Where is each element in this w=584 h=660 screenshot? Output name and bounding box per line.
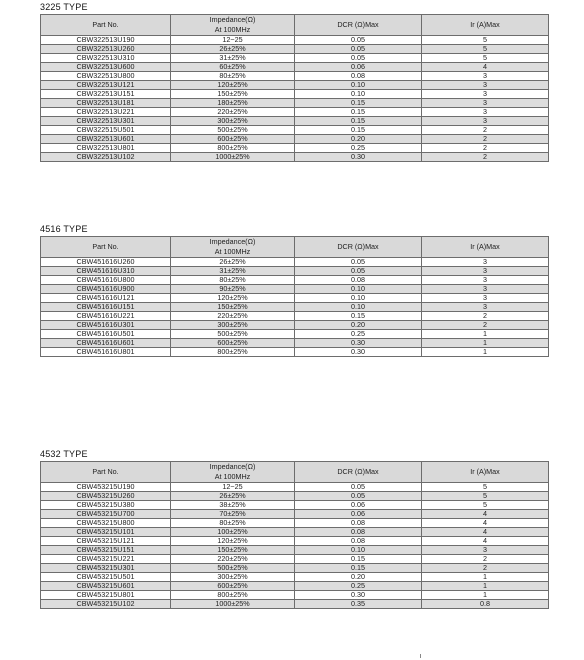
cell-dcr: 0.35 [295, 600, 422, 609]
col-header-part-no: Part No. [41, 462, 171, 483]
cell-dcr: 0.30 [295, 153, 422, 162]
cell-impedance: 100±25% [171, 528, 295, 537]
cell-dcr: 0.06 [295, 510, 422, 519]
cell-ir: 1 [422, 582, 549, 591]
cell-dcr: 0.20 [295, 135, 422, 144]
cell-part-no: CBW451616U601 [41, 339, 171, 348]
table-row [41, 144, 549, 153]
cell-dcr: 0.15 [295, 555, 422, 564]
cell-impedance: 38±25% [171, 501, 295, 510]
cell-impedance: 120±25% [171, 81, 295, 90]
col-header-part-no: Part No. [41, 237, 171, 258]
cell-ir: 2 [422, 555, 549, 564]
cell-part-no: CBW451616U260 [41, 258, 171, 267]
cell-part-no: CBW451616U221 [41, 312, 171, 321]
cell-part-no: CBW451616U301 [41, 321, 171, 330]
section-title: 4532 TYPE [40, 449, 88, 459]
cell-ir: 4 [422, 63, 549, 72]
impedance-header-line1: Impedance(Ω) [209, 15, 256, 24]
cell-dcr: 0.10 [295, 81, 422, 90]
cell-part-no: CBW453215U380 [41, 501, 171, 510]
cell-dcr: 0.08 [295, 276, 422, 285]
cell-impedance: 220±25% [171, 312, 295, 321]
spec-table [40, 236, 549, 357]
cell-impedance: 150±25% [171, 303, 295, 312]
impedance-header-line2: At 100MHz [214, 472, 251, 481]
cell-part-no: CBW322513U151 [41, 90, 171, 99]
cell-impedance: 800±25% [171, 348, 295, 357]
cell-impedance: 300±25% [171, 117, 295, 126]
table-row [41, 276, 549, 285]
cell-impedance: 180±25% [171, 99, 295, 108]
cell-impedance: 12~25 [171, 36, 295, 45]
cell-ir: 3 [422, 258, 549, 267]
spec-table [40, 14, 549, 162]
cell-dcr: 0.08 [295, 528, 422, 537]
cell-ir: 0.8 [422, 600, 549, 609]
cell-part-no: CBW453215U800 [41, 519, 171, 528]
cell-impedance: 26±25% [171, 492, 295, 501]
cell-part-no: CBW322513U301 [41, 117, 171, 126]
cell-impedance: 70±25% [171, 510, 295, 519]
cell-part-no: CBW322513U310 [41, 54, 171, 63]
cell-dcr: 0.08 [295, 72, 422, 81]
cell-dcr: 0.15 [295, 126, 422, 135]
cell-impedance: 26±25% [171, 45, 295, 54]
cell-part-no: CBW453215U121 [41, 537, 171, 546]
cell-part-no: CBW322513U102 [41, 153, 171, 162]
cell-ir: 2 [422, 153, 549, 162]
cell-impedance: 220±25% [171, 555, 295, 564]
cell-ir: 3 [422, 546, 549, 555]
table-row [41, 45, 549, 54]
table-row [41, 312, 549, 321]
table-row [41, 153, 549, 162]
cell-part-no: CBW453215U601 [41, 582, 171, 591]
table-row [41, 117, 549, 126]
cell-impedance: 31±25% [171, 267, 295, 276]
table-row [41, 510, 549, 519]
cell-impedance: 600±25% [171, 339, 295, 348]
cell-ir: 3 [422, 267, 549, 276]
cell-dcr: 0.06 [295, 501, 422, 510]
table-row [41, 267, 549, 276]
col-header-ir: Ir (A)Max [422, 15, 549, 36]
cell-ir: 3 [422, 294, 549, 303]
cell-impedance: 1000±25% [171, 600, 295, 609]
cell-ir: 2 [422, 312, 549, 321]
cell-dcr: 0.30 [295, 339, 422, 348]
cell-ir: 2 [422, 321, 549, 330]
cell-dcr: 0.05 [295, 45, 422, 54]
cell-dcr: 0.08 [295, 537, 422, 546]
cell-part-no: CBW453215U700 [41, 510, 171, 519]
cell-dcr: 0.30 [295, 591, 422, 600]
cell-dcr: 0.15 [295, 108, 422, 117]
scan-mark [420, 654, 421, 658]
table-row [41, 90, 549, 99]
cell-part-no: CBW453215U151 [41, 546, 171, 555]
cell-impedance: 150±25% [171, 90, 295, 99]
cell-impedance: 60±25% [171, 63, 295, 72]
cell-dcr: 0.15 [295, 564, 422, 573]
cell-impedance: 120±25% [171, 537, 295, 546]
cell-ir: 5 [422, 54, 549, 63]
cell-impedance: 1000±25% [171, 153, 295, 162]
cell-ir: 1 [422, 339, 549, 348]
table-row [41, 573, 549, 582]
table-row [41, 321, 549, 330]
cell-dcr: 0.05 [295, 483, 422, 492]
cell-part-no: CBW322513U121 [41, 81, 171, 90]
col-header-impedance [171, 462, 295, 483]
cell-ir: 5 [422, 45, 549, 54]
cell-part-no: CBW451616U310 [41, 267, 171, 276]
cell-dcr: 0.20 [295, 321, 422, 330]
section-title: 3225 TYPE [40, 2, 88, 12]
table-row [41, 108, 549, 117]
cell-impedance: 500±25% [171, 126, 295, 135]
cell-ir: 3 [422, 90, 549, 99]
cell-part-no: CBW322513U181 [41, 99, 171, 108]
cell-ir: 2 [422, 135, 549, 144]
table-row [41, 348, 549, 357]
col-header-dcr: DCR (Ω)Max [295, 237, 422, 258]
cell-impedance: 12~25 [171, 483, 295, 492]
col-header-ir: Ir (A)Max [422, 462, 549, 483]
col-header-part-no: Part No. [41, 15, 171, 36]
cell-dcr: 0.15 [295, 312, 422, 321]
section-title: 4516 TYPE [40, 224, 88, 234]
impedance-header-line2: At 100MHz [214, 247, 251, 256]
table-row [41, 285, 549, 294]
cell-part-no: CBW453215U221 [41, 555, 171, 564]
cell-impedance: 800±25% [171, 591, 295, 600]
cell-part-no: CBW453215U260 [41, 492, 171, 501]
impedance-header-line1: Impedance(Ω) [209, 237, 256, 246]
cell-part-no: CBW451616U151 [41, 303, 171, 312]
table-row [41, 99, 549, 108]
cell-impedance: 150±25% [171, 546, 295, 555]
cell-dcr: 0.05 [295, 492, 422, 501]
cell-ir: 4 [422, 510, 549, 519]
cell-part-no: CBW451616U121 [41, 294, 171, 303]
table-row [41, 36, 549, 45]
cell-impedance: 80±25% [171, 276, 295, 285]
cell-impedance: 300±25% [171, 321, 295, 330]
table-row [41, 528, 549, 537]
cell-part-no: CBW451616U900 [41, 285, 171, 294]
table-row [41, 72, 549, 81]
table-row [41, 600, 549, 609]
cell-dcr: 0.15 [295, 99, 422, 108]
table-row [41, 81, 549, 90]
table-row [41, 537, 549, 546]
cell-ir: 3 [422, 72, 549, 81]
cell-dcr: 0.20 [295, 573, 422, 582]
col-header-dcr: DCR (Ω)Max [295, 15, 422, 36]
cell-part-no: CBW451616U501 [41, 330, 171, 339]
cell-part-no: CBW453215U102 [41, 600, 171, 609]
cell-impedance: 600±25% [171, 582, 295, 591]
table-row [41, 492, 549, 501]
table-header-row [41, 15, 549, 36]
table-row [41, 294, 549, 303]
cell-dcr: 0.05 [295, 267, 422, 276]
cell-ir: 2 [422, 126, 549, 135]
table-header-row [41, 462, 549, 483]
table-row [41, 519, 549, 528]
cell-ir: 3 [422, 99, 549, 108]
cell-ir: 1 [422, 573, 549, 582]
table-row [41, 501, 549, 510]
cell-ir: 1 [422, 330, 549, 339]
cell-part-no: CBW322515U501 [41, 126, 171, 135]
cell-part-no: CBW322513U221 [41, 108, 171, 117]
impedance-header-line1: Impedance(Ω) [209, 462, 256, 471]
cell-dcr: 0.08 [295, 519, 422, 528]
cell-dcr: 0.05 [295, 36, 422, 45]
cell-ir: 3 [422, 276, 549, 285]
cell-dcr: 0.10 [295, 303, 422, 312]
cell-part-no: CBW451616U801 [41, 348, 171, 357]
cell-ir: 1 [422, 591, 549, 600]
cell-impedance: 80±25% [171, 519, 295, 528]
cell-impedance: 90±25% [171, 285, 295, 294]
cell-part-no: CBW453215U101 [41, 528, 171, 537]
cell-part-no: CBW322513U260 [41, 45, 171, 54]
cell-impedance: 220±25% [171, 108, 295, 117]
cell-impedance: 80±25% [171, 72, 295, 81]
cell-part-no: CBW322513U601 [41, 135, 171, 144]
table-row [41, 546, 549, 555]
cell-part-no: CBW453215U801 [41, 591, 171, 600]
table-row [41, 591, 549, 600]
table-header-row [41, 237, 549, 258]
cell-dcr: 0.10 [295, 294, 422, 303]
cell-ir: 4 [422, 519, 549, 528]
cell-ir: 5 [422, 501, 549, 510]
cell-dcr: 0.06 [295, 63, 422, 72]
table-row [41, 303, 549, 312]
cell-part-no: CBW322513U600 [41, 63, 171, 72]
table-row [41, 63, 549, 72]
cell-part-no: CBW322513U800 [41, 72, 171, 81]
col-header-impedance [171, 237, 295, 258]
cell-dcr: 0.10 [295, 285, 422, 294]
cell-dcr: 0.10 [295, 546, 422, 555]
cell-ir: 5 [422, 36, 549, 45]
cell-part-no: CBW453215U301 [41, 564, 171, 573]
table-row [41, 126, 549, 135]
table-row [41, 135, 549, 144]
cell-impedance: 300±25% [171, 573, 295, 582]
cell-impedance: 500±25% [171, 330, 295, 339]
cell-ir: 4 [422, 528, 549, 537]
col-header-ir: Ir (A)Max [422, 237, 549, 258]
table-row [41, 582, 549, 591]
cell-part-no: CBW322513U190 [41, 36, 171, 45]
col-header-impedance [171, 15, 295, 36]
cell-dcr: 0.05 [295, 258, 422, 267]
table-row [41, 330, 549, 339]
table-row [41, 483, 549, 492]
table-row [41, 339, 549, 348]
col-header-dcr: DCR (Ω)Max [295, 462, 422, 483]
cell-ir: 3 [422, 117, 549, 126]
cell-impedance: 31±25% [171, 54, 295, 63]
cell-impedance: 26±25% [171, 258, 295, 267]
cell-ir: 2 [422, 144, 549, 153]
table-row [41, 564, 549, 573]
cell-ir: 3 [422, 303, 549, 312]
cell-dcr: 0.25 [295, 144, 422, 153]
cell-ir: 5 [422, 483, 549, 492]
cell-impedance: 800±25% [171, 144, 295, 153]
cell-ir: 1 [422, 348, 549, 357]
table-row [41, 258, 549, 267]
cell-ir: 3 [422, 81, 549, 90]
cell-part-no: CBW453215U501 [41, 573, 171, 582]
cell-dcr: 0.05 [295, 54, 422, 63]
cell-impedance: 120±25% [171, 294, 295, 303]
cell-ir: 4 [422, 537, 549, 546]
table-row [41, 54, 549, 63]
cell-ir: 2 [422, 564, 549, 573]
cell-dcr: 0.10 [295, 90, 422, 99]
cell-part-no: CBW451616U800 [41, 276, 171, 285]
cell-ir: 3 [422, 285, 549, 294]
cell-part-no: CBW453215U190 [41, 483, 171, 492]
cell-dcr: 0.30 [295, 348, 422, 357]
impedance-header-line2: At 100MHz [214, 25, 251, 34]
cell-dcr: 0.25 [295, 330, 422, 339]
table-row [41, 555, 549, 564]
spec-table [40, 461, 549, 609]
cell-impedance: 600±25% [171, 135, 295, 144]
cell-impedance: 500±25% [171, 564, 295, 573]
cell-ir: 3 [422, 108, 549, 117]
cell-ir: 5 [422, 492, 549, 501]
cell-dcr: 0.25 [295, 582, 422, 591]
cell-part-no: CBW322513U801 [41, 144, 171, 153]
cell-dcr: 0.15 [295, 117, 422, 126]
